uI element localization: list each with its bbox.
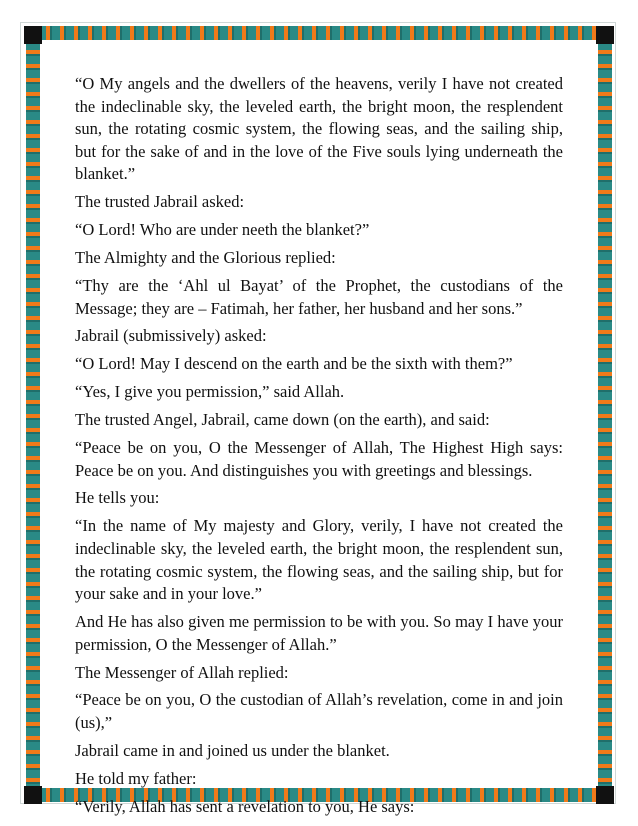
paragraph: “O My angels and the dwellers of the heavens, verily I have not created the indeclinable sky, the leveled earth, the bright moon, the resplendent sun, the rotating cosmic system, the flowing seas, and the sailing ship, but for the sake of and in the love of the Five souls lying underneath the blanket.”: [75, 74, 563, 184]
border-corner-top-right: [596, 26, 614, 44]
border-corner-bottom-right: [596, 786, 614, 804]
paragraph: “Yes, I give you permission,” said Allah.: [75, 382, 345, 402]
border-corner-top-left: [24, 26, 42, 44]
paragraph: And He has also given me permission to be with you. So may I have your permission, O the Messenger of Allah.”: [75, 612, 563, 654]
decorative-border-right: [598, 28, 612, 800]
paragraph: “In the name of My majesty and Glory, verily, I have not created the indeclinable sky, the leveled earth, the bright moon, the resplendent sun, the rotating cosmic system, the flowing seas, and the sailing ship, but for your sake and in your love.”: [75, 516, 563, 604]
decorative-border-top: [24, 26, 614, 40]
border-corner-bottom-left: [24, 786, 42, 804]
paragraph: Jabrail (submissively) asked:: [75, 326, 267, 346]
paragraph: He tells you:: [75, 488, 160, 508]
document-body: [75, 73, 563, 824]
paragraph: The trusted Angel, Jabrail, came down (on the earth), and said:: [75, 410, 490, 430]
paragraph: The Almighty and the Glorious replied:: [75, 248, 336, 268]
paragraph: “Verily, Allah has sent a revelation to you, He says:: [75, 796, 415, 816]
decorative-border-left: [26, 28, 40, 800]
paragraph: “O Lord! Who are under neeth the blanket?”: [75, 220, 370, 240]
paragraph: The Messenger of Allah replied:: [75, 662, 289, 682]
paragraph: He told my father:: [75, 768, 197, 788]
paragraph: “O Lord! May I descend on the earth and be the sixth with them?”: [75, 354, 513, 374]
paragraph: Jabrail came in and joined us under the blanket.: [75, 740, 390, 760]
paragraph: “Thy are the ‘Ahl ul Bayat’ of the Prophet, the custodians of the Message; they are – Fatimah, her father, her husband and her sons.”: [75, 275, 563, 318]
paragraph: “Peace be on you, O the Messenger of Allah, The Highest High says: Peace be on you. And distinguishes you with greetings and blessings.: [75, 437, 563, 480]
paragraph: The trusted Jabrail asked:: [75, 192, 245, 212]
paragraph: “Peace be on you, O the custodian of Allah’s revelation, come in and join (us),”: [75, 690, 563, 732]
